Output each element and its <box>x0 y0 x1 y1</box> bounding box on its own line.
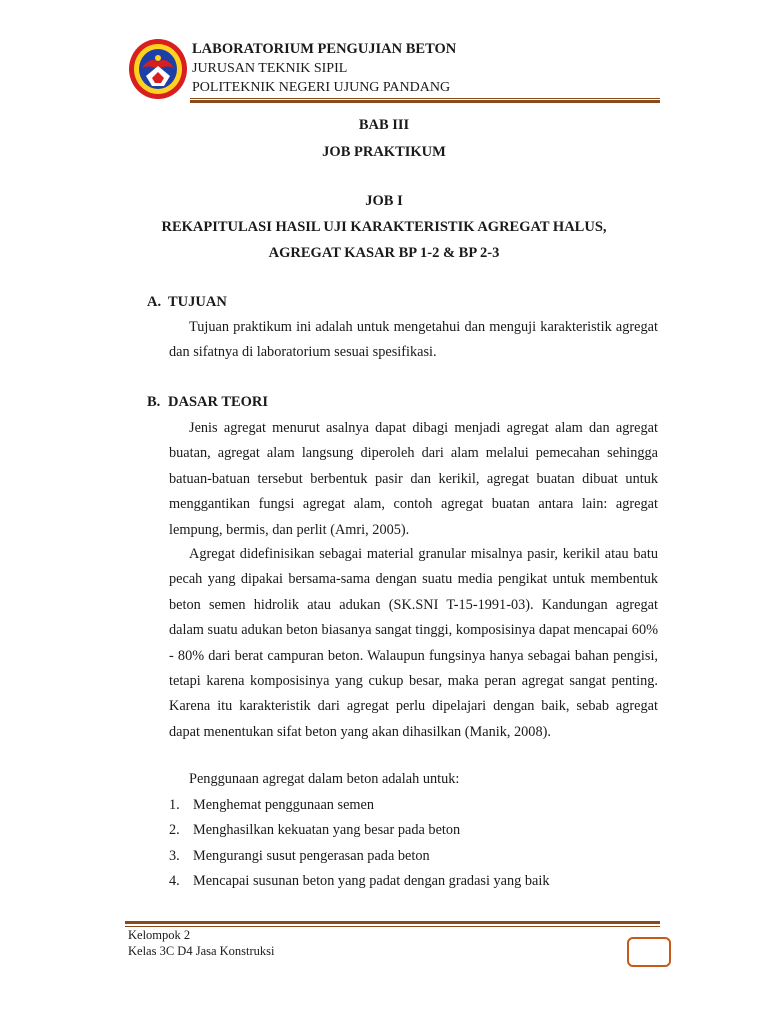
section-a-heading <box>147 294 227 311</box>
department-name: JURUSAN TEKNIK SIPIL <box>192 61 348 76</box>
section-b-title: DASAR TEORI <box>168 394 269 410</box>
aggregate-uses-list <box>169 793 658 895</box>
list-item: 4. Mencapai susunan beton yang padat dengan gradasi yang baik <box>169 873 550 890</box>
letterhead <box>192 40 456 97</box>
footer-info <box>128 927 275 959</box>
header-rule-thin <box>190 98 660 99</box>
institution-name: POLITEKNIK NEGERI UJUNG PANDANG <box>192 80 451 95</box>
section-b-letter: B. <box>147 394 161 410</box>
section-b-heading <box>147 394 268 411</box>
job-title-line2: AGREGAT KASAR BP 1-2 & BP 2-3 <box>268 245 500 261</box>
institution-logo <box>128 38 188 100</box>
section-a-letter: A. <box>147 294 162 310</box>
list-item: 1. Menghemat penggunaan semen <box>169 797 375 813</box>
page-number-box <box>627 937 671 967</box>
list-item: 2. Menghasilkan kekuatan yang besar pada beton <box>169 822 461 839</box>
class-name: Kelas 3C D4 Jasa Konstruksi <box>128 944 275 958</box>
section-b-paragraph-2: Agregat didefinisikan sebagai material granular misalnya pasir, kerikil atau batu pecah yang dipakai bersama-sama dengan suatu media pengikat untuk membentuk beton semen hidrolik atau adukan (SK.SNI T-15-1991-03). Kandungan agregat dalam suatu adukan beton biasanya sangat tinggi, komposisinya dapat mencapai 60% - 80% dari berat campuran beton. Walaupun fungsinya hanya sebagai bahan pengisi, tetapi karena komposisinya yang cukup besar, maka peran agregat sangat penting. Karena itu karakteristik dari agregat perlu dipelajari dengan baik, sebab agregat dapat menentukan sifat beton yang akan dihasilkan (Manik, 2008). <box>169 546 658 740</box>
section-b-paragraph-1: Jenis agregat menurut asalnya dapat dibagi menjadi agregat alam dan agregat buatan, agregat alam langsung diperoleh dari alam melalui pemecahan sehingga batuan-batuan tersebut berbentuk pasir dan kerikil, agregat buatan dibuat untuk menggantikan fungsi agregat alam, contoh agregat buatan antara lain: agregat lempung, bermis, dan perlit (Amri, 2005). <box>169 420 658 538</box>
footer-rule-thick <box>125 921 660 924</box>
header-rule-thick <box>190 100 660 103</box>
section-b-paragraph-3: Penggunaan agregat dalam beton adalah untuk: <box>189 771 460 787</box>
lab-name: LABORATORIUM PENGUJIAN BETON <box>192 41 457 57</box>
section-a-title: TUJUAN <box>168 294 227 310</box>
group-name: Kelompok 2 <box>128 928 191 942</box>
list-item: 3. Mengurangi susut pengerasan pada beton <box>169 847 430 864</box>
job-number: JOB I <box>365 193 403 209</box>
chapter-number: BAB III <box>358 117 410 133</box>
job-title-line1: REKAPITULASI HASIL UJI KARAKTERISTIK AGREGAT HALUS, <box>161 219 607 235</box>
chapter-title: JOB PRAKTIKUM <box>322 144 446 160</box>
section-a-paragraph: Tujuan praktikum ini adalah untuk mengetahui dan menguji karakteristik agregat dan sifatnya di laboratorium sesuai spesifikasi. <box>169 319 658 361</box>
